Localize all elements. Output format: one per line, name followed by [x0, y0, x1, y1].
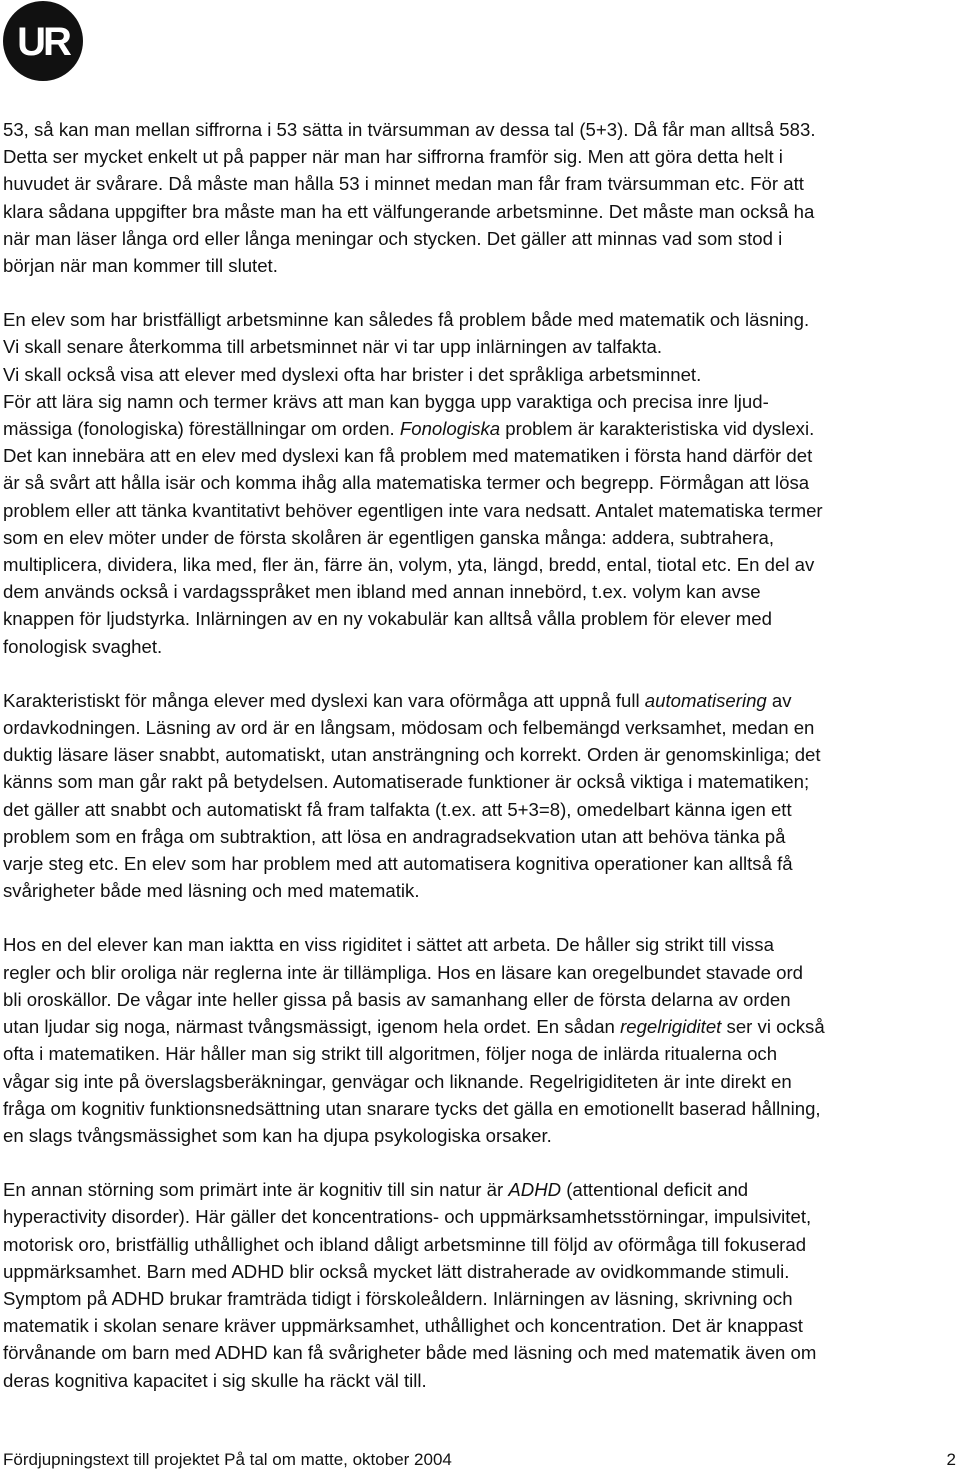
text-line	[3, 170, 958, 197]
text-segment: 53, så kan man mellan siffrorna i 53 sätta in tvärsumman av dessa tal (5+3). Då får man alltså 583.	[3, 119, 816, 140]
text-segment: som en elev möter under de första skolåren är egentligen ganska många: addera, subtrahera,	[3, 526, 775, 548]
page-footer	[3, 1449, 956, 1471]
text-line	[3, 1095, 958, 1122]
text-line	[3, 1122, 958, 1149]
text-segment: regler och blir oroliga när reglerna inte är tillämpliga. Hos en läsare kan oregelbundet stavade ord	[3, 961, 803, 983]
text-segment: varje steg etc. En elev som har problem med att automatisera kognitiva operationer kan alltså få	[3, 853, 793, 875]
text-segment: multiplicera, dividera, lika med, fler än, färre än, volym, yta, längd, bredd, ental, tiotal etc. En del av	[3, 554, 815, 576]
italic-term: regelrigiditet	[620, 1016, 722, 1038]
ur-logo-icon	[2, 0, 84, 82]
text-segment: fråga om kognitiv funktionsnedsättning utan snarare tycks det gälla en emotionellt baserad hållning,	[3, 1097, 821, 1119]
text-line	[3, 1231, 958, 1258]
paragraph	[3, 1176, 958, 1394]
text-segment: problem är karakteristiska vid dyslexi.	[500, 418, 815, 440]
text-segment: klara sådana uppgifter bra måste man ha ett välfungerande arbetsminne. Det måste man också ha	[3, 200, 815, 222]
text-segment: För att lära sig namn och termer krävs att man kan bygga upp varaktiga och precisa inre ljud-	[3, 390, 769, 412]
text-line	[3, 143, 958, 170]
text-segment: utan ljudar sig noga, närmast tvångsmässigt, igenom hela ordet. En sådan	[3, 1016, 621, 1038]
text-segment: känns som man går rakt på betydelsen. Automatiserade funktioner är också viktiga i matematiken;	[3, 771, 810, 793]
text-line	[3, 415, 958, 442]
text-line	[3, 768, 958, 795]
text-segment: matematik i skolan senare kräver uppmärksamhet, uthållighet och koncentration. Det är knappast	[3, 1315, 803, 1337]
text-segment: är så svårt att hålla isär och komma ihåg alla matematiska termer och begrepp. Förmågan att lösa	[3, 472, 810, 494]
text-segment: duktig läsare läser snabbt, automatiskt, utan ansträngning och korrekt. Orden är genomskinliga; det	[3, 744, 821, 766]
text-line	[3, 1285, 958, 1312]
text-segment: fonologisk svaghet.	[3, 635, 163, 657]
text-segment: En annan störning som primärt inte är kognitiv till sin natur är	[3, 1179, 509, 1201]
text-line	[3, 1367, 958, 1394]
text-segment: svårigheter både med läsning och med matematik.	[3, 880, 420, 902]
text-segment: mässiga (fonologiska) föreställningar om orden.	[3, 418, 400, 440]
text-line	[3, 959, 958, 986]
text-segment: bli oroskällor. De vågar inte heller gissa på basis av samanhang eller de första delarna av orden	[3, 988, 791, 1010]
text-segment: det gäller att snabbt och automatiskt få fram talfakta (t.ex. att 5+3=8), omedelbart känna igen ett	[3, 798, 792, 820]
text-segment: när man läser långa ord eller långa meningar och stycken. Det gäller att minnas vad som stod i	[3, 227, 783, 249]
text-line	[3, 1312, 958, 1339]
italic-term: automatisering	[644, 689, 767, 711]
italic-term: ADHD	[508, 1179, 562, 1201]
text-segment: förvånande om barn med ADHD kan få svårigheter både med läsning och med matematik även om	[3, 1342, 817, 1364]
text-line	[3, 1013, 958, 1040]
text-segment: Vi skall också visa att elever med dyslexi ofta har brister i det språkliga arbetsminnet.	[3, 363, 702, 385]
text-line	[3, 252, 958, 279]
text-line	[3, 986, 958, 1013]
text-line	[3, 497, 958, 524]
text-segment: hyperactivity disorder). Här gäller det koncentrations- och uppmärksamhetsstörningar, impulsivitet,	[3, 1206, 812, 1228]
text-line	[3, 578, 958, 605]
text-segment: knappen för ljudstyrka. Inlärningen av en ny vokabulär kan alltså vålla problem för elever med	[3, 608, 772, 630]
italic-term: Fonologiska	[399, 418, 501, 440]
text-line	[3, 442, 958, 469]
text-line	[3, 306, 958, 333]
text-segment: vågar sig inte på överslagsberäkningar, genvägar och liknande. Regelrigiditeten är inte direkt en	[3, 1070, 792, 1092]
text-line	[3, 225, 958, 252]
text-line	[3, 1258, 958, 1285]
text-segment: (attentional deficit and	[561, 1179, 749, 1201]
text-line	[3, 551, 958, 578]
text-line	[3, 1068, 958, 1095]
text-line	[3, 1203, 958, 1230]
text-segment: av	[766, 689, 792, 711]
text-line	[3, 198, 958, 225]
text-line	[3, 741, 958, 768]
text-segment: problem eller att tänka kvantitativt behöver egentligen inte vara nedsatt. Antalet matematiska termer	[3, 499, 823, 521]
text-segment: Symptom på ADHD brukar framträda tidigt i förskoleåldern. Inlärningen av läsning, skrivning och	[3, 1287, 793, 1309]
text-line	[3, 931, 958, 958]
text-segment: ofta i matematiken. Här håller man sig strikt till algoritmen, följer noga de inlärda ritualerna och	[3, 1043, 778, 1065]
text-line	[3, 633, 958, 660]
text-segment: Vi skall senare återkomma till arbetsminnet när vi tar upp inlärningen av talfakta.	[3, 336, 663, 358]
paragraph	[3, 306, 958, 660]
text-segment: ser vi också	[721, 1016, 825, 1038]
text-segment: en slags tvångsmässighet som kan ha djupa psykologiska orsaker.	[3, 1124, 552, 1146]
text-segment: dem används också i vardagsspråket men ibland med annan innebörd, t.ex. volym kan avse	[3, 581, 761, 603]
text-line	[3, 333, 958, 360]
text-line	[3, 388, 958, 415]
text-line	[3, 687, 958, 714]
text-line	[3, 524, 958, 551]
text-line	[3, 116, 958, 143]
text-segment: början när man kommer till slutet.	[3, 255, 278, 277]
paragraph	[3, 931, 958, 1149]
text-line	[3, 823, 958, 850]
text-line	[3, 877, 958, 904]
text-line	[3, 1339, 958, 1366]
text-segment: deras kognitiva kapacitet i sig skulle ha räckt väl till.	[3, 1369, 427, 1391]
text-line	[3, 1040, 958, 1067]
text-segment: motorisk oro, bristfällig uthållighet och ibland dåligt arbetsminne till följd av oförmåga till fokuserad	[3, 1233, 807, 1255]
text-line	[3, 850, 958, 877]
text-segment: uppmärksamhet. Barn med ADHD blir också mycket lätt distraherade av ovidkommande stimuli.	[3, 1260, 790, 1282]
page-number: 2	[946, 1450, 956, 1469]
paragraph	[3, 116, 958, 279]
text-segment: En elev som har bristfälligt arbetsminne kan således få problem både med matematik och läsning.	[3, 309, 810, 331]
text-segment: ordavkodningen. Läsning av ord är en långsam, mödosam och felbemängd verksamhet, medan en	[3, 717, 815, 739]
document-body	[3, 116, 958, 1421]
text-line	[3, 1176, 958, 1203]
text-segment: problem som en fråga om subtraktion, att lösa en andragradsekvation utan att behöva tänka på	[3, 825, 786, 847]
text-line	[3, 796, 958, 823]
footer-text: Fördjupningstext till projektet På tal om matte, oktober 2004	[3, 1450, 452, 1469]
text-segment: Detta ser mycket enkelt ut på papper när man har siffrorna framför sig. Men att göra detta helt i	[3, 146, 783, 168]
text-segment: huvudet är svårare. Då måste man hålla 53 i minnet medan man får fram tvärsumman etc. För att	[3, 173, 804, 195]
text-line	[3, 361, 958, 388]
logo-text: UR	[17, 20, 69, 64]
text-segment: Det kan innebära att en elev med dyslexi kan få problem med matematiken i första hand därför det	[3, 445, 813, 467]
text-segment: Hos en del elever kan man iaktta en viss rigiditet i sättet att arbeta. De håller sig strikt till vissa	[3, 934, 774, 956]
text-segment: Karakteristiskt för många elever med dyslexi kan vara oförmåga att uppnå full	[3, 689, 645, 711]
text-line	[3, 605, 958, 632]
text-line	[3, 469, 958, 496]
text-line	[3, 714, 958, 741]
paragraph	[3, 687, 958, 905]
